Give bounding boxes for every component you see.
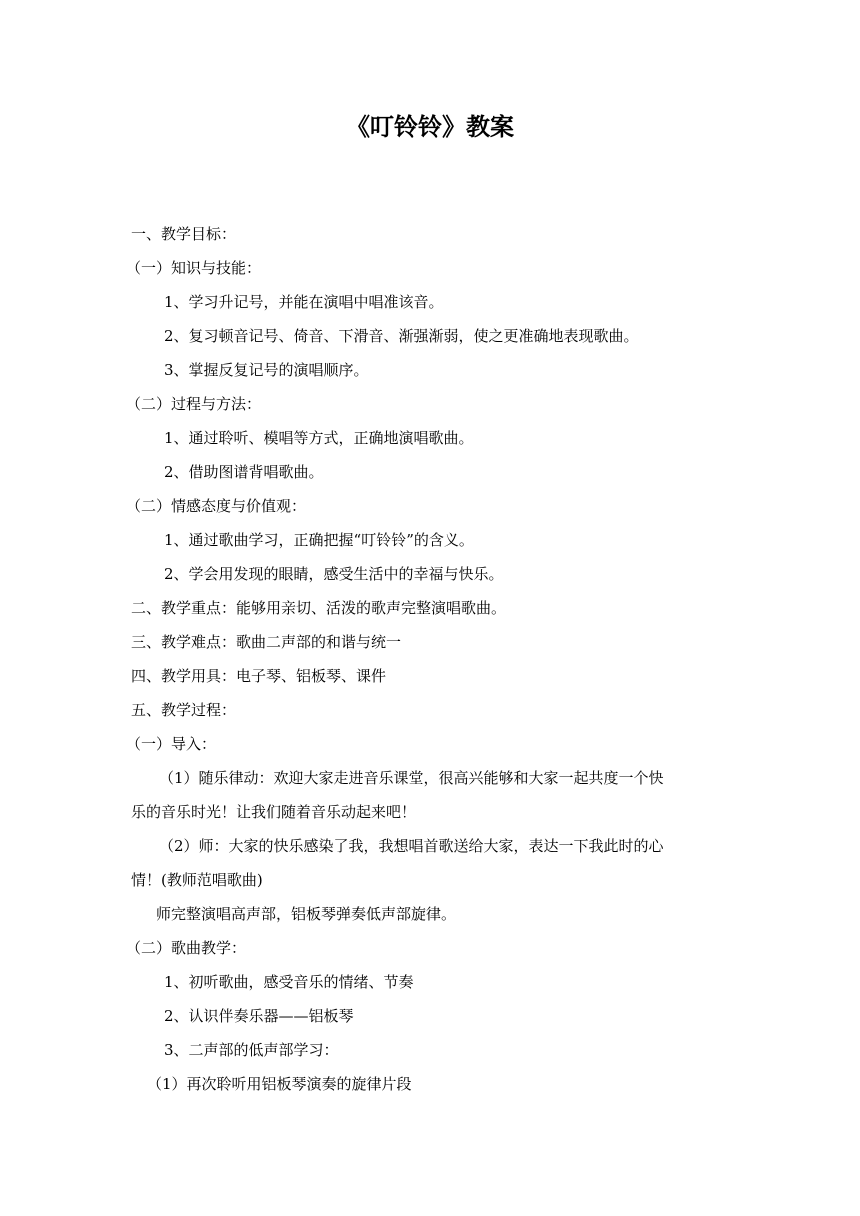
paragraph-line: （2）师：大家的快乐感染了我，我想唱首歌送给大家，表达一下我此时的心 [159, 837, 664, 855]
subsection-heading: （二）歌曲教学： [126, 939, 247, 957]
list-item: 2、复习顿音记号、倚音、下滑音、渐强渐弱，使之更准确地表现歌曲。 [164, 327, 639, 345]
subsection-heading: （二）情感态度与价值观： [126, 497, 307, 515]
list-item: 2、借助图谱背唱歌曲。 [164, 463, 324, 481]
section-heading: 二、教学重点：能够用亲切、活泼的歌声完整演唱歌曲。 [131, 599, 507, 617]
section-heading: 四、教学用具：电子琴、铝板琴、课件 [131, 667, 387, 685]
paragraph-line: 乐的音乐时光！让我们随着音乐动起来吧！ [131, 803, 417, 821]
paragraph-line: （1）随乐律动：欢迎大家走进音乐课堂，很高兴能够和大家一起共度一个快 [159, 769, 664, 787]
list-item: 1、初听歌曲，感受音乐的情绪、节奏 [164, 973, 414, 991]
subsection-heading: （一）知识与技能： [126, 259, 262, 277]
document-title: 《叮铃铃》教案 [346, 113, 514, 141]
list-item: 1、通过聆听、模唱等方式，正确地演唱歌曲。 [164, 429, 474, 447]
subsection-heading: （二）过程与方法： [126, 395, 262, 413]
section-heading: 一、教学目标： [131, 225, 237, 243]
list-item: 3、二声部的低声部学习： [164, 1041, 339, 1059]
paragraph-line: 师完整演唱高声部，铝板琴弹奏低声部旋律。 [156, 905, 457, 923]
subsection-heading: （一）导入： [126, 735, 217, 753]
list-item: （1）再次聆听用铝板琴演奏的旋律片段 [147, 1075, 412, 1093]
section-heading: 五、教学过程： [131, 701, 237, 719]
section-heading: 三、教学难点：歌曲二声部的和谐与统一 [131, 633, 402, 651]
list-item: 2、认识伴奏乐器——铝板琴 [164, 1007, 354, 1025]
paragraph-line: 情！(教师范唱歌曲) [131, 871, 263, 889]
list-item: 1、学习升记号，并能在演唱中唱准该音。 [164, 293, 444, 311]
list-item: 2、学会用发现的眼睛，感受生活中的幸福与快乐。 [164, 565, 504, 583]
list-item: 3、掌握反复记号的演唱顺序。 [164, 361, 369, 379]
list-item: 1、通过歌曲学习，正确把握“叮铃铃”的含义。 [164, 531, 474, 549]
